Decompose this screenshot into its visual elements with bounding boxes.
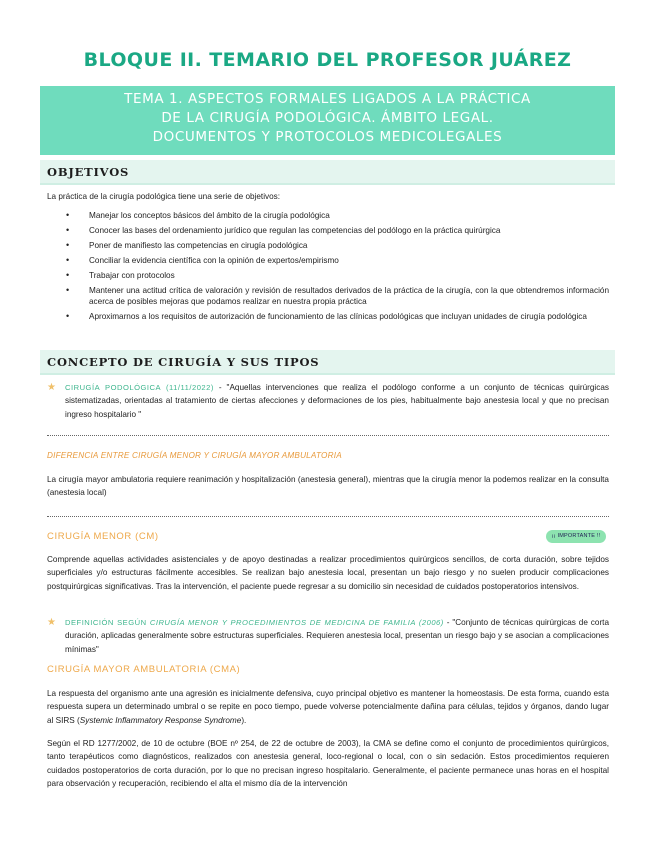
list-item-text: Trabajar con protocolos [89,271,175,280]
list-item-text: Aproximarnos a los requisitos de autorización de funcionamiento de las clínicas podológicas que incluyan unidades de cirugía podológica [89,312,587,321]
bullet-icon: • [66,311,70,321]
dotted-divider [47,516,609,517]
list-item [47,270,609,281]
tema-line: DE LA CIRUGÍA PODOLÓGICA. ÁMBITO LEGAL. [161,110,494,126]
star-icon: ★ [47,382,56,393]
list-item [47,240,609,251]
bullet-icon: • [66,240,70,250]
definition-cirugia-podologica [47,381,609,421]
section-heading-objetivos: OBJETIVOS [40,160,615,185]
definition-label: CIRUGÍA PODOLÓGICA (11/11/2022) [65,383,214,392]
cirugia-menor-text: Comprende aquellas actividades asistenciales y de apoyo destinadas a realizar procedimientos quirúrgicos sencillos, de corta duración, sobre tejidos superficiales y/o estructuras fácilmente accesibles. Se realizan bajo anestesia local, presentan un bajo riesgo y no suelen producir complicaciones postquirúrgicas significativas. Tras la intervención, el paciente puede regresar a su domicilio sin necesidad de cuidados postoperatorios intensivos. [47,555,609,591]
bullet-icon: • [66,255,70,265]
objetivos-list [47,210,609,326]
objetivos-intro: La práctica de la cirugía podológica tiene una serie de objetivos: [47,192,281,201]
tema-line: DOCUMENTOS Y PROTOCOLOS MEDICOLEGALES [152,129,503,145]
list-item [47,311,609,322]
list-item-text: Conciliar la evidencia científica con la opinión de expertos/empirismo [89,256,339,265]
bullet-icon: • [66,225,70,235]
list-item [47,255,609,266]
star-icon: ★ [47,617,56,628]
list-item-text: Poner de manifiesto las competencias en cirugía podológica [89,241,308,250]
definition-body [65,616,609,656]
definition-text: - "Conjunto de técnicas quirúrgicas de corta duración, aplicadas generalmente sobre estructuras superficiales. Requieren anestesia local, presentan un riesgo bajo y se asocian a complicaciones mínimas" [65,618,609,654]
page-title: BLOQUE II. TEMARIO DEL PROFESOR JUÁREZ [83,49,572,71]
bullet-icon: • [66,210,70,220]
bullet-icon: • [66,285,70,295]
definition-text: - "Aquellas intervenciones que realiza el podólogo conforme a un conjunto de técnicas quirúrgicas sistematizadas, orientadas al tratamiento de ciertas afecciones y deformaciones de los pies, habitualmente bajo anestesia local y que no precisan ingreso hospitalario " [65,383,609,419]
cma-text: ). [241,715,247,725]
dotted-divider [47,435,609,436]
list-item [47,225,609,236]
definition-label: DEFINICIÓN SEGÚN [65,618,150,627]
list-item-text: Mantener una actitud crítica de valoración y revisión de resultados derivados de la práctica de la cirugía, con la que obtendremos información acerca de posibles mejoras que podamos realizar en nuestra propia práctica [89,286,609,306]
list-item-text: Manejar los conceptos básicos del ámbito de la cirugía podológica [89,211,330,220]
list-item [47,285,609,307]
list-item [47,210,609,221]
importante-badge: ¡¡ IMPORTANTE !! [546,530,606,543]
cma-paragraph-2: Según el RD 1277/2002, de 10 de octubre (BOE nº 254, de 22 de octubre de 2003), la CMA se define como el conjunto de procedimientos quirúrgicos, tanto terapéuticos como diagnósticos, realizados con anestesia general, loco-regional o local, con o sin sedación. Estos procedimientos requieren cuidados postoperatorios de corta duración, por lo que no precisan ingreso hospitalario. Generalmente, el paciente permanece unas horas en el hospital para observación y recuperación, recibiendo el alta el mismo día de la intervención [47,739,609,789]
cma-text: La respuesta del organismo ante una agresión es inicialmente defensiva, cuyo principal objetivo es mantener la homeostasis. De esta forma, cuando esta respuesta supera un determinado umbral o se repite en poco tiempo, puede volverse potencialmente dañina para células, tejidos y órganos, dando lugar al SIRS ( [47,689,609,725]
list-item-text: Conocer las bases del ordenamiento jurídico que regulan las competencias del podólogo en la práctica quirúrgica [89,226,501,235]
tema-line: TEMA 1. ASPECTOS FORMALES LIGADOS A LA PRÁCTICA [124,91,531,107]
definition-cirugia-menor [47,616,609,656]
diferencia-heading: DIFERENCIA ENTRE CIRUGÍA MENOR Y CIRUGÍA MAYOR AMBULATORIA [47,451,342,460]
sirs-term: Systemic Inflammatory Response Syndrome [79,715,242,725]
cma-heading: CIRUGÍA MAYOR AMBULATORIA (CMA) [47,664,241,675]
definition-label-source: CIRUGÍA MENOR Y PROCEDIMIENTOS DE MEDICINA DE FAMILIA (2006) [149,618,444,627]
section-heading-concepto: CONCEPTO DE CIRUGÍA Y SUS TIPOS [40,350,615,375]
definition-body [65,381,609,421]
cma-paragraph-1 [47,687,609,727]
tema-banner [40,86,615,155]
bullet-icon: • [66,270,70,280]
cirugia-menor-heading: CIRUGÍA MENOR (CM) [47,531,159,542]
diferencia-text: La cirugía mayor ambulatoria requiere reanimación y hospitalización (anestesia general), mientras que la cirugía menor la podemos realizar en la consulta (anestesia local) [47,475,609,498]
